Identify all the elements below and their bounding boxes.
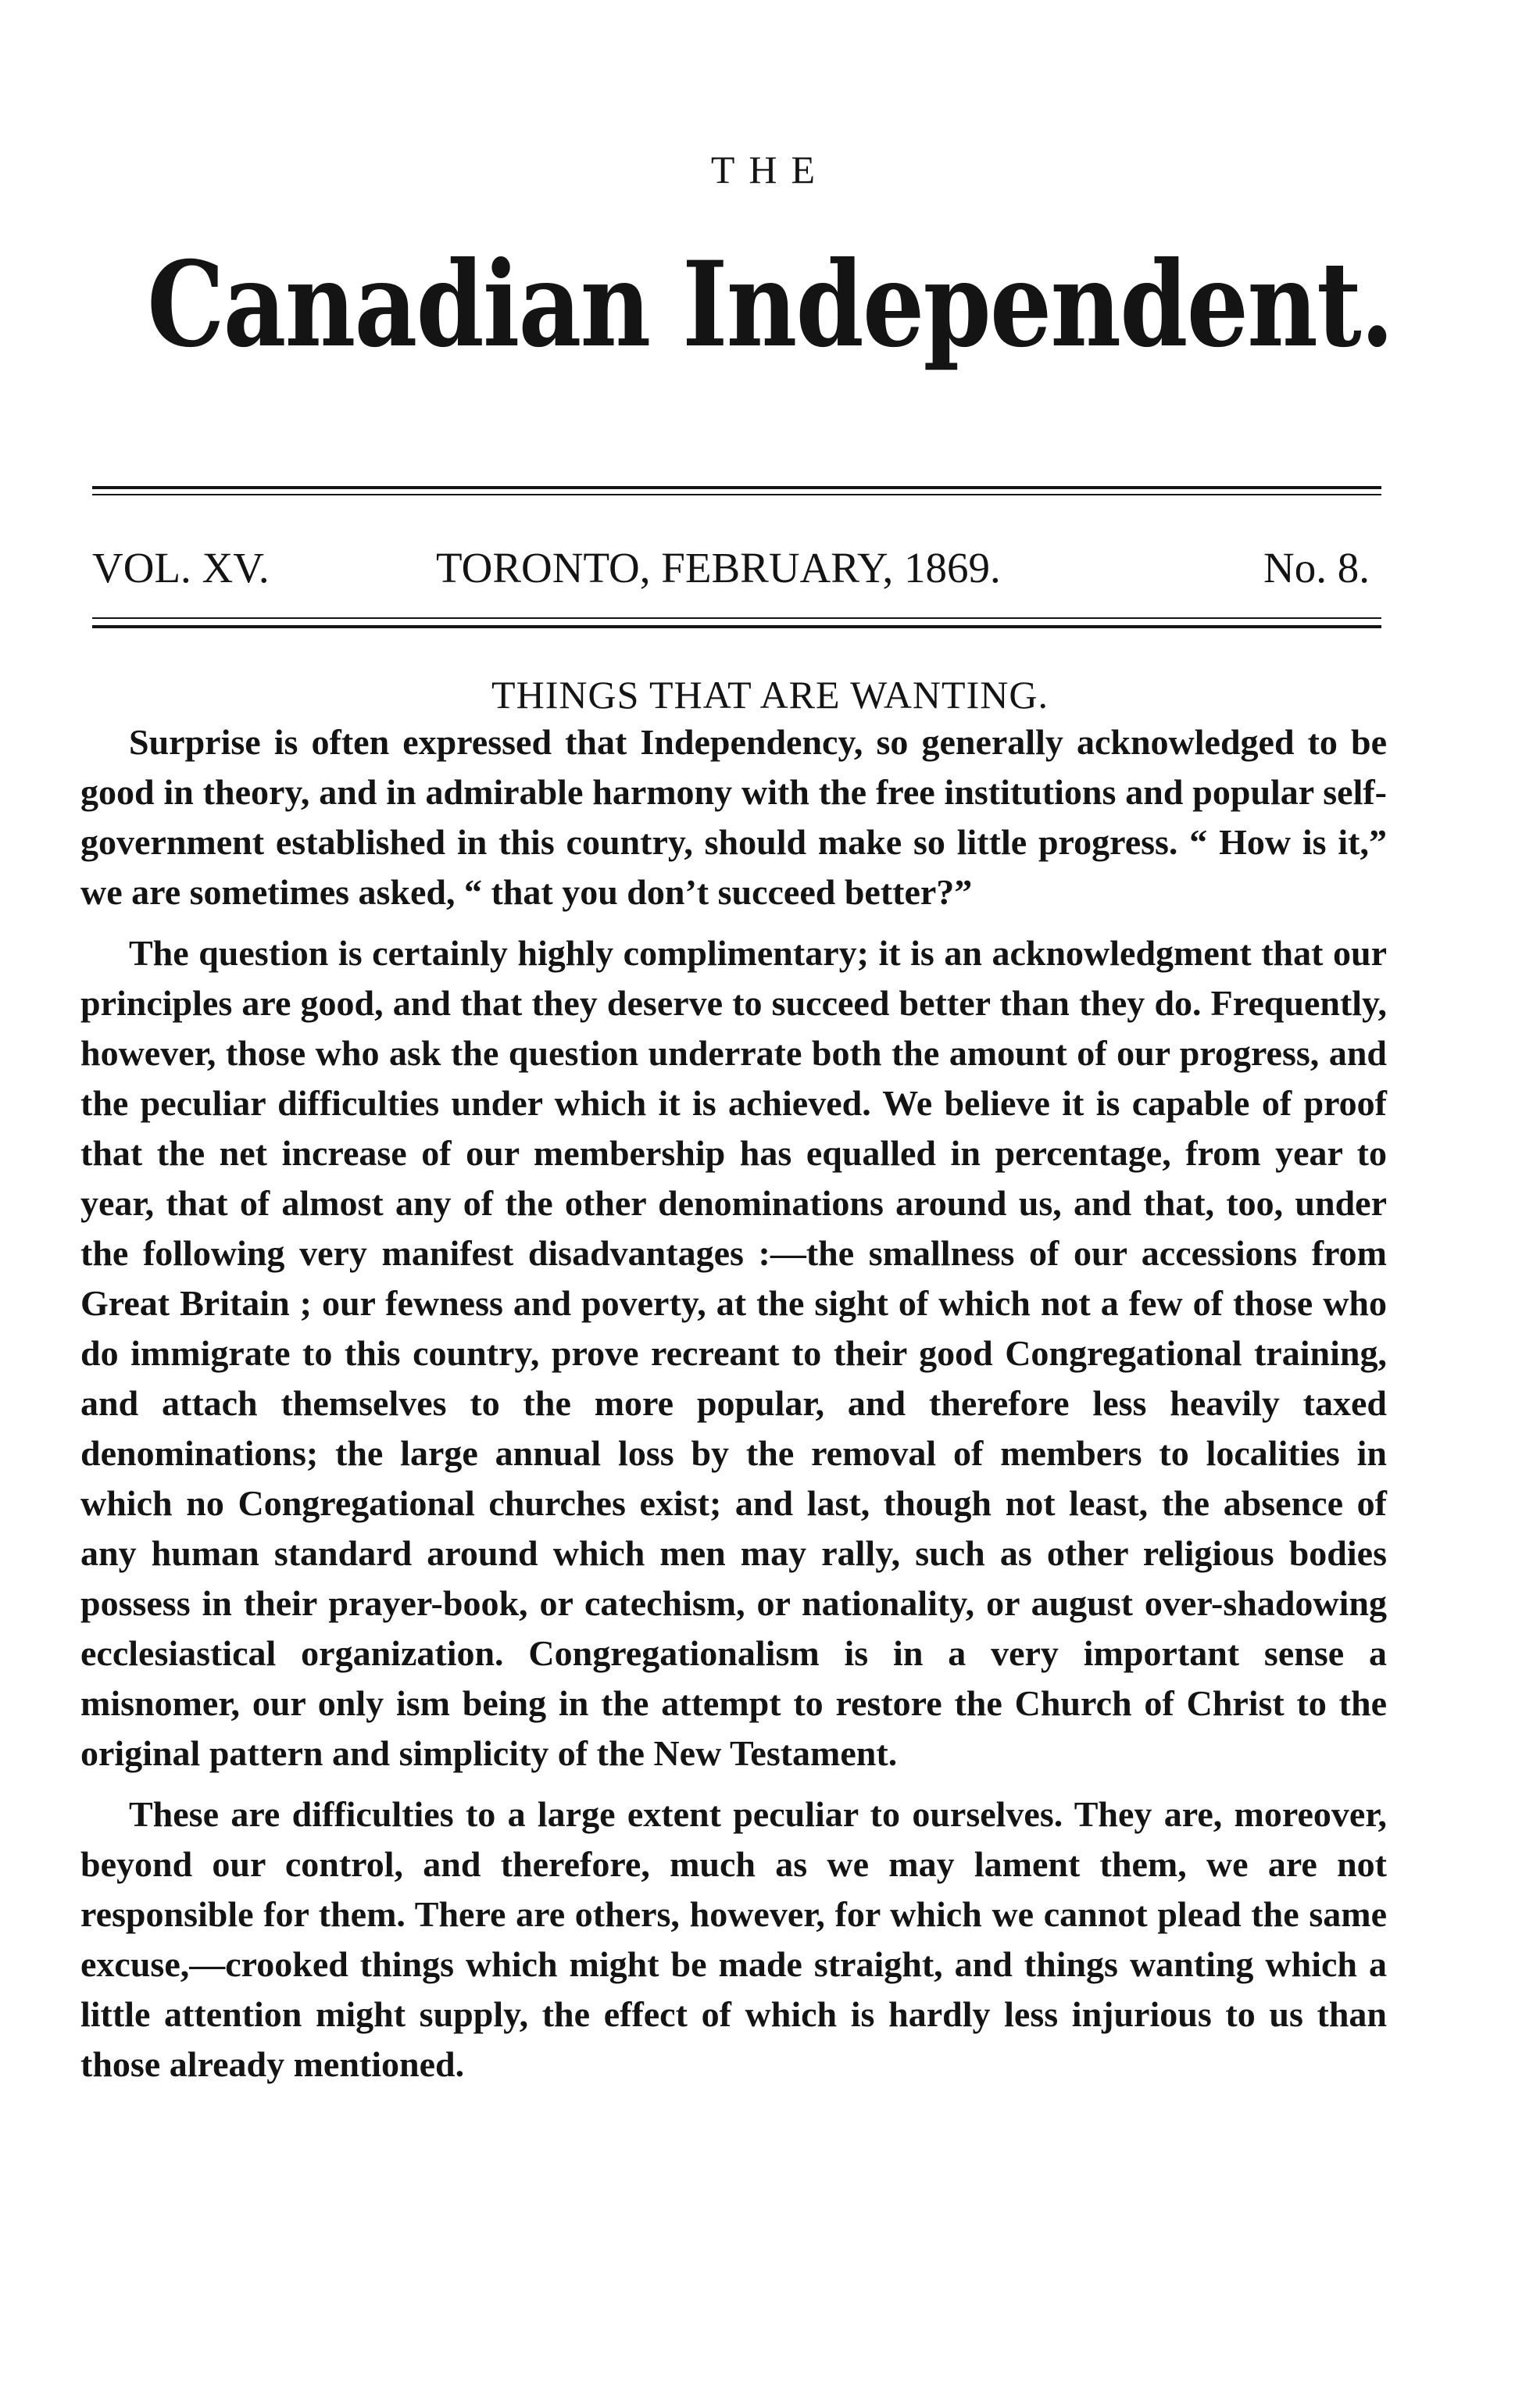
issue-number: No. 8. [1263,544,1370,592]
paragraph: The question is certainly highly complimentary; it is an acknowledgment that our principles are good, and that they deserve to succeed better than they do. Frequently, however, those who ask the question underrate both the amount of our progress, and the peculiar difficulties under which it is achieved. We believe it is capable of proof that the net increase of our membership has equalled in percentage, from year to year, that of almost any of the other denominations around us, and that, too, under the following very manifest disadvantages :—the smallness of our accessions from Great Britain ; our fewness and poverty, at the sight of which not a few of those who do immigrate to this country, prove recreant to their good Congregational training, and attach themselves to the more popular, and therefore less heavily taxed denominations; the large annual loss by the removal of members to localities in which no Congregational churches exist; and last, though not least, the absence of any human standard around which men may rally, such as other religious bodies possess in their prayer-book, or catechism, or nationality, or august over-shadowing ecclesiastical organization. Congregationalism is in a very important sense a misnomer, our only ism being in the attempt to restore the Church of Christ to the original pattern and simplicity of the New Testament. [80,933,1387,1773]
article-body [80,717,1387,2100]
masthead-the: THE [710,148,830,191]
bottom-rule [92,625,1381,628]
volume-label: VOL. XV. [92,544,270,592]
masthead-title: Canadian Independent. [147,236,1393,374]
top-rule-thin [92,494,1381,495]
bottom-rule-thin [92,617,1381,619]
top-rule [92,486,1381,489]
place-date: TORONTO, FEBRUARY, 1869. [436,544,1001,592]
paragraph: Surprise is often expressed that Independency, so generally acknowledged to be good in theory, and in admirable harmony with the free institutions and popular self-government established in this country, should make so little progress. “ How is it,” we are sometimes asked, “ that you don’t succeed better?” [80,722,1387,912]
paragraph: These are difficulties to a large extent peculiar to ourselves. They are, moreover, beyond our control, and therefore, much as we may lament them, we are not responsible for them. There are others, however, for which we cannot plead the same excuse,—crooked things which might be made straight, and things wanting which a little attention might supply, the effect of which is hardly less injurious to us than those already mentioned. [80,1794,1387,2084]
dateline [92,543,1381,598]
article-title: THINGS THAT ARE WANTING. [491,673,1049,717]
